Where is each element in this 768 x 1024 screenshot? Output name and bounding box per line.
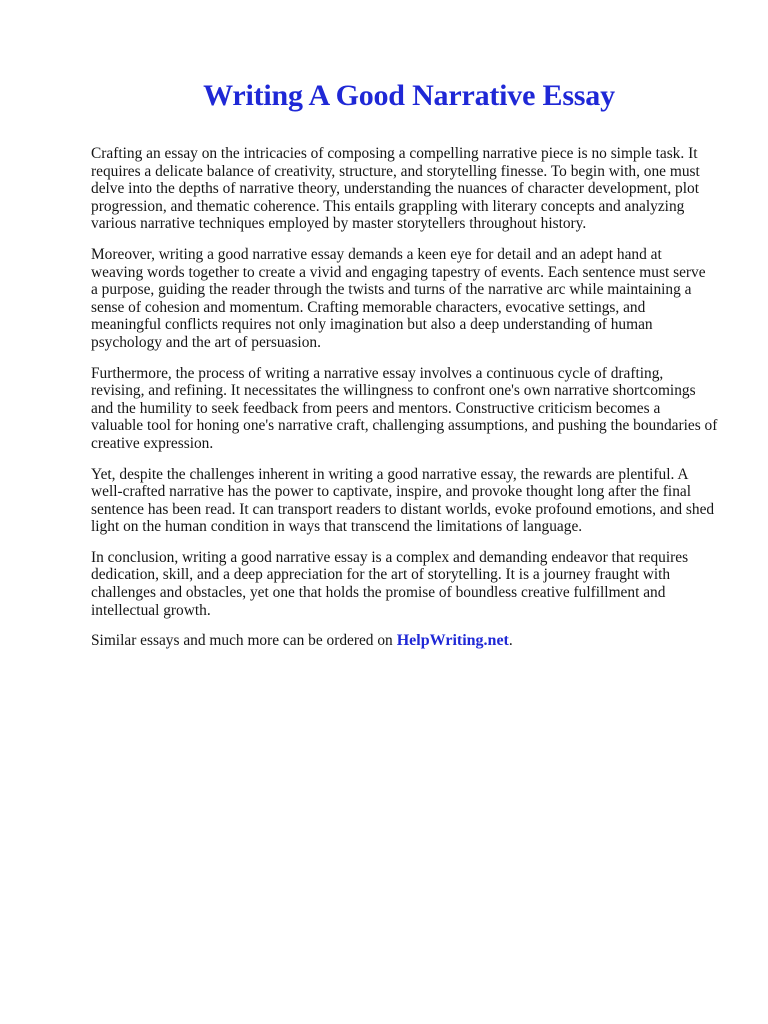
paragraph-line: sense of cohesion and momentum. Crafting memorable characters, evocative settings, and [91,298,646,316]
paragraph-line: sentence has been read. It can transport readers to distant worlds, evoke profound emotions, and shed [91,500,715,518]
paragraph-line: well-crafted narrative has the power to captivate, inspire, and provoke thought long after the final [91,483,692,501]
paragraph-line: meaningful conflicts requires not only imagination but also a deep understanding of human [91,316,653,334]
paragraph-line: weaving words together to create a vivid and engaging tapestry of events. Each sentence must serve [91,263,706,281]
paragraph-line: psychology and the art of persuasion. [91,333,321,351]
paragraph-line: delve into the depths of narrative theory, understanding the nuances of character development, plot [91,180,699,198]
paragraph-line: valuable tool for honing one's narrative craft, challenging assumptions, and pushing the boundaries of [91,417,718,435]
essay-body [91,145,731,650]
paragraph-line: creative expression. [91,434,214,452]
document-title: Writing A Good Narrative Essay [203,79,615,112]
paragraph-line: various narrative techniques employed by master storytellers throughout history. [91,215,587,233]
paragraph-line: challenges and obstacles, yet one that holds the promise of boundless creative fulfillment and [91,584,666,602]
paragraph-line: Furthermore, the process of writing a narrative essay involves a continuous cycle of drafting, [91,364,664,382]
paragraph-line: In conclusion, writing a good narrative essay is a complex and demanding endeavor that requires [91,548,689,566]
order-footer [91,632,731,650]
paragraph-line: a purpose, guiding the reader through the twists and turns of the narrative arc while maintaining a [91,281,692,299]
paragraph-4 [91,466,731,536]
footer-suffix-text: . [508,632,513,650]
paragraph-line: progression, and thematic coherence. This entails grappling with literary concepts and analyzing [91,197,685,215]
paragraph-line: dedication, skill, and a deep appreciation for the art of storytelling. It is a journey fraught with [91,566,671,584]
paragraph-1 [91,145,731,233]
paragraph-line: and the humility to seek feedback from peers and mentors. Constructive criticism becomes a [91,399,661,417]
footer-prefix-text: Similar essays and much more can be ordered on [91,632,393,650]
helpwriting-link[interactable]: HelpWriting.net [396,632,509,650]
paragraph-5 [91,549,731,619]
paragraph-line: Crafting an essay on the intricacies of composing a compelling narrative piece is no simple task. It [91,145,698,162]
paragraph-line: Yet, despite the challenges inherent in writing a good narrative essay, the rewards are plentiful. A [91,465,689,483]
paragraph-line: Moreover, writing a good narrative essay demands a keen eye for detail and an adept hand at [91,245,662,263]
paragraph-line: revising, and refining. It necessitates the willingness to confront one's own narrative shortcomings [91,382,696,400]
paragraph-3 [91,365,731,453]
paragraph-2 [91,246,731,352]
paragraph-line: requires a delicate balance of creativity, structure, and storytelling finesse. To begin with, one must [91,162,700,180]
paragraph-line: light on the human condition in ways that transcend the limitations of language. [91,518,583,536]
paragraph-line: intellectual growth. [91,601,211,619]
